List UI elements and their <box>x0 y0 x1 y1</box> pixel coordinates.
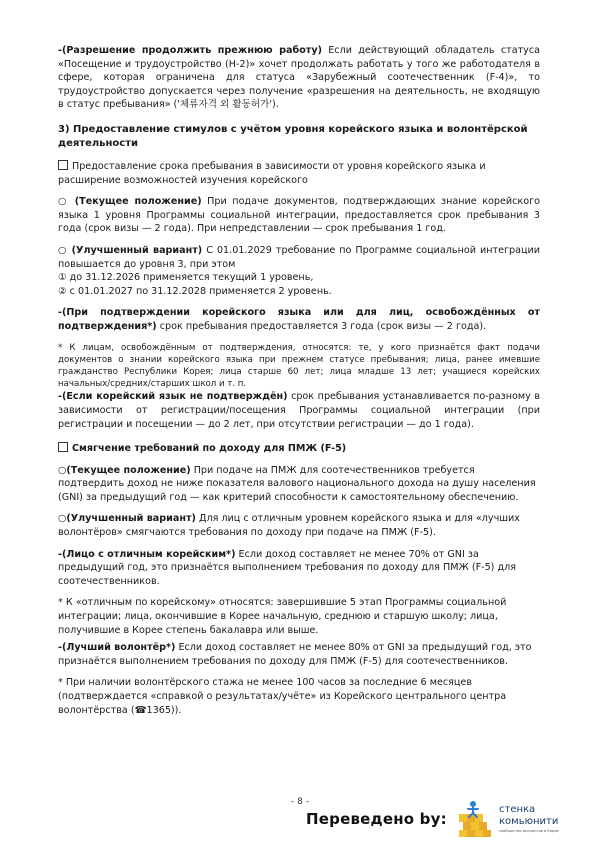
paragraph-text: Если действующий обладатель статуса «Посещение и трудоустройство (H-2)» хочет продолжать работать у того же работодателя в сфере, которая ограничена для статуса «Зарубежный соотечественник (F-4)», то трудоустройство допускается через получение «разрешения на деятельность, не входящую в статус пребывания» ('체류자격 외 활동허가'). <box>58 45 540 111</box>
translated-by-label: Переведено by: <box>306 810 447 828</box>
paragraph-text: Если доход составляет не менее 70% от GNI за предыдущий год, это признаётся выполнением требования по доходу для ПМЖ (F-5) для соотечественников. <box>58 548 517 587</box>
paragraph-text: С 01.01.2029 требование по Программе социальной интеграции повышается до уровня 3, при этом <box>58 244 541 270</box>
paragraph-text: Если доход составляет не менее 80% от GNI за предыдущий год, это признаётся выполнением требования по доходу для ПМЖ (F-5) для соотечественников. <box>58 642 532 667</box>
footnote-excellent-korean: * К «отличным по корейскому» относятся: завершившие 5 этап Программы социальной интеграции; лица, окончившие в Корее начальную, среднюю и старшую школу; лица, получившие в Корее степень бакалавра или выше. <box>58 597 507 636</box>
paragraph-best-volunteer <box>58 641 540 668</box>
paragraph-bold-lead: -(Лучший волонтёр*) <box>58 642 176 654</box>
paragraph-improved-variant <box>58 244 540 271</box>
logo-tagline: сообщество мигрантов в Корее <box>499 829 559 833</box>
paragraph-text: При подаче документов, подтверждающих знание корейского языка 1 уровня Программы социальной интеграции, предоставляется срок пребывания 3 года (срок визы — 2 года). При непредставлении — срок пребывания 1 год. <box>58 196 540 235</box>
paragraph-korean-not-confirmed <box>58 390 540 431</box>
paragraph-bold-lead: -(Если корейский язык не подтверждён) <box>58 391 288 403</box>
checkbox-item-income <box>58 442 540 456</box>
page-number: - 8 - <box>291 797 309 807</box>
footnote-exempt-persons: * К лицам, освобождённым от подтверждения, относятся: те, у кого признаётся факт подачи документов о знании корейского языка при прежнем статусе пребывания; лица, ранее имевшие гражданство Республики Корея; лица старше 60 лет; лица младше 13 лет; учащиеся корейских начальных/средних/старших школ и т. п. <box>58 342 540 390</box>
section-heading-3: 3) Предоставление стимулов с учётом уровня корейского языка и волонтёрской деятельности <box>58 123 528 150</box>
paragraph-bold-lead: ○(Улучшенный вариант) <box>58 513 196 525</box>
checkbox-item-text: Предоставление срока пребывания в зависимости от уровня корейского языка и расширение возможностей изучения корейского <box>58 160 486 186</box>
paragraph-work-permission <box>58 44 540 112</box>
paragraph-text: срок пребывания устанавливается по-разному в зависимости от регистрации/посещения Программы социальной интеграции (при регистрации и посещении — до 2 лет, при отсутствии регистрации — до 1 года). <box>58 391 540 430</box>
list-item-1: ① до 31.12.2026 применяется текущий 1 уровень, <box>58 272 314 284</box>
checkbox-square-icon <box>58 160 68 170</box>
paragraph-bold-lead: ○ (Текущее положение) <box>58 196 202 208</box>
paragraph-korean-confirmed <box>58 306 540 333</box>
paragraph-text: При подаче на ПМЖ для соотечественников требуется подтвердить доход не ниже показателя валового национального дохода на душу населения (GNI) за предыдущий год — как критерий способности к самостоятельному обеспечению. <box>58 464 536 503</box>
paragraph-bold-lead: -(Лицо с отличным корейским*) <box>58 548 236 560</box>
paragraph-bold-lead: ○(Текущее положение) <box>58 464 191 476</box>
logo-line-1: стенка <box>499 804 536 815</box>
paragraph-text: Для лиц с отличным уровнем корейского языка и для «лучших волонтёров» смягчаются требования по доходу при подаче на ПМЖ (F-5). <box>58 513 520 539</box>
list-item-2: ② с 01.01.2027 по 31.12.2028 применяется 2 уровень. <box>58 285 332 297</box>
paragraph-bold-lead: -(Разрешение продолжить прежнюю работу) <box>58 45 322 56</box>
checkbox-item-korean-stay <box>58 160 540 187</box>
paragraph-excellent-korean <box>58 548 540 589</box>
footnote-volunteer: * При наличии волонтёрского стажа не менее 100 часов за последние 6 месяцев (подтверждается «справкой о результатах/учёте» из Корейского центрального центра волонтёрства (☎1365)). <box>58 677 507 716</box>
paragraph-current-situation-income <box>58 464 540 505</box>
paragraph-text: срок пребывания предоставляется 3 года (срок визы — 2 года). <box>156 320 487 332</box>
community-logo <box>455 798 575 838</box>
paragraph-bold-lead: ○ (Улучшенный вариант) <box>58 244 203 256</box>
checkbox-item-text: Смягчение требований по доходу для ПМЖ (F-5) <box>72 443 347 455</box>
paragraph-improved-variant-income <box>58 512 540 539</box>
community-logo-icon <box>455 798 497 838</box>
checkbox-square-icon <box>58 442 68 452</box>
paragraph-bold-lead: -(При подтверждении корейского языка или для лиц, освобождённых от подтверждения*) <box>58 307 540 332</box>
paragraph-current-situation <box>58 195 540 236</box>
document-page <box>58 44 540 717</box>
logo-line-2: комьюнити <box>499 816 559 827</box>
